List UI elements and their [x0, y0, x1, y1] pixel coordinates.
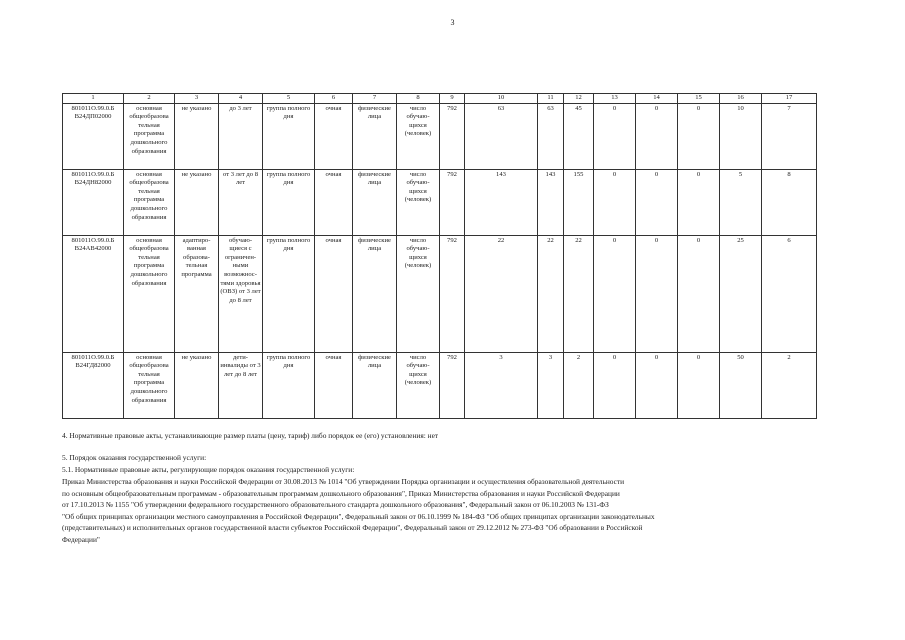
table-cell: 0 — [678, 103, 720, 169]
table-cell: число обучаю- щихся (человек) — [397, 103, 440, 169]
table-cell: 792 — [440, 103, 465, 169]
table-cell: 792 — [440, 169, 465, 235]
table-cell: 792 — [440, 352, 465, 418]
column-header: 12 — [564, 94, 594, 104]
table-cell: 5 — [720, 169, 762, 235]
table-cell: не указано — [175, 103, 219, 169]
column-header: 15 — [678, 94, 720, 104]
page-number: 3 — [450, 18, 455, 27]
column-header: 13 — [594, 94, 636, 104]
table-cell: 0 — [678, 352, 720, 418]
section-4-text: 4. Нормативные правовые акты, устанавливающие размер платы (цену, тариф) либо порядок ее (его) установления: нет — [62, 431, 439, 440]
table-cell: 155 — [564, 169, 594, 235]
table-cell: 0 — [594, 352, 636, 418]
table-cell: 0 — [594, 103, 636, 169]
column-header: 4 — [219, 94, 263, 104]
table-cell: основная общеобразова тельная программа дошкольного образования — [124, 235, 175, 352]
table-row — [63, 235, 817, 352]
section-5-1-line: (представительных) и исполнительных органов государственной власти субъектов Российской Федерации", Федеральный закон от 29.12.2012 № 273-ФЗ "Об образовании в Российской — [62, 523, 643, 533]
table-cell: не указано — [175, 169, 219, 235]
table-cell: 0 — [678, 235, 720, 352]
section-5-1-title: 5.1. Нормативные правовые акты, регулирующие порядок оказания государственной услуги: — [62, 465, 355, 474]
table-cell: адаптиро- ванная образова- тельная программа — [175, 235, 219, 352]
table-cell: 8 — [762, 169, 817, 235]
table-cell: 0 — [636, 352, 678, 418]
section-5-1-line: Приказ Министерства образования и науки Российской Федерации от 30.08.2013 № 1014 "Об утверждении Порядка организации и осуществления образовательной деятельности — [62, 477, 625, 486]
table-cell: 801011О.99.0.Б В24ГД82000 — [63, 352, 124, 418]
table-cell: очная — [315, 352, 353, 418]
table-cell: число обучаю- щихся (человек) — [397, 169, 440, 235]
table-cell: 2 — [564, 352, 594, 418]
table-header-row — [63, 94, 817, 104]
table-cell: 0 — [636, 235, 678, 352]
table-cell: группа полного дня — [263, 169, 315, 235]
column-header: 11 — [538, 94, 564, 104]
table-cell: 6 — [762, 235, 817, 352]
column-header: 17 — [762, 94, 817, 104]
table-cell: очная — [315, 169, 353, 235]
table-cell: 0 — [636, 103, 678, 169]
section-5-title: 5. Порядок оказания государственной услуги: — [62, 453, 207, 462]
service-volume-table — [62, 93, 817, 419]
table-cell: 0 — [594, 169, 636, 235]
table-cell: 3 — [538, 352, 564, 418]
table-cell: физические лица — [353, 235, 397, 352]
table-cell: физические лица — [353, 352, 397, 418]
table-cell: от 3 лет до 8 лет — [219, 169, 263, 235]
table-cell: обучаю- щиеся с ограничен- ными возможнос- тями здоровья (ОВЗ) от 3 лет до 8 лет — [219, 235, 263, 352]
table-cell: 63 — [465, 103, 538, 169]
table-cell: очная — [315, 235, 353, 352]
table-cell: 22 — [564, 235, 594, 352]
table-cell: основная общеобразова тельная программа дошкольного образования — [124, 103, 175, 169]
table-cell: 801011О.99.0.Б В24ДН82000 — [63, 169, 124, 235]
column-header: 3 — [175, 94, 219, 104]
column-header: 9 — [440, 94, 465, 104]
column-header: 1 — [63, 94, 124, 104]
table-row — [63, 352, 817, 418]
table-cell: число обучаю- щихся (человек) — [397, 352, 440, 418]
table-cell: физические лица — [353, 169, 397, 235]
table-cell: группа полного дня — [263, 103, 315, 169]
table-cell: физические лица — [353, 103, 397, 169]
table-cell: 0 — [594, 235, 636, 352]
table-cell: 45 — [564, 103, 594, 169]
table-cell: 792 — [440, 235, 465, 352]
table-cell: до 3 лет — [219, 103, 263, 169]
column-header: 7 — [353, 94, 397, 104]
table-cell: 7 — [762, 103, 817, 169]
section-5-1-line: от 17.10.2013 № 1155 "Об утверждении федерального государственного образовательного стандарта дошкольного образования", Федеральный закон от 06.10.2003 № 131-ФЗ — [62, 500, 609, 510]
table-cell: 143 — [538, 169, 564, 235]
table-cell: 63 — [538, 103, 564, 169]
table-cell: 3 — [465, 352, 538, 418]
column-header: 16 — [720, 94, 762, 104]
table-cell: 801011О.99.0.Б В24АВ42000 — [63, 235, 124, 352]
table-cell: не указано — [175, 352, 219, 418]
column-header: 8 — [397, 94, 440, 104]
section-5-1-line: "Об общих принципах организации местного самоуправления в Российской Федерации", Федеральный закон от 06.10.1999 № 184-ФЗ "Об общих принципах организации законодательных — [62, 511, 655, 521]
table-cell: основная общеобразова тельная программа дошкольного образования — [124, 169, 175, 235]
table-cell: очная — [315, 103, 353, 169]
table-cell: 0 — [678, 169, 720, 235]
table-cell: 22 — [465, 235, 538, 352]
section-5-1-line: Федерации" — [62, 535, 100, 544]
table-cell: 0 — [636, 169, 678, 235]
table-cell: 801011О.99.0.Б В24ДП02000 — [63, 103, 124, 169]
section-5-1-line: по основным общеобразовательным программам - образовательным программам дошкольного образования", Приказ Министерства образования и науки Российской Федерации — [62, 488, 620, 498]
column-header: 5 — [263, 94, 315, 104]
table-row — [63, 103, 817, 169]
column-header: 6 — [315, 94, 353, 104]
table-cell: 143 — [465, 169, 538, 235]
table-cell: 25 — [720, 235, 762, 352]
table-row — [63, 169, 817, 235]
table-cell: 10 — [720, 103, 762, 169]
table-cell: число обучаю- щихся (человек) — [397, 235, 440, 352]
table-cell: дети- инвалиды от 3 лет до 8 лет — [219, 352, 263, 418]
table-cell: группа полного дня — [263, 235, 315, 352]
table-cell: 50 — [720, 352, 762, 418]
table-cell: 2 — [762, 352, 817, 418]
table-cell: основная общеобразова тельная программа дошкольного образования — [124, 352, 175, 418]
column-header: 2 — [124, 94, 175, 104]
column-header: 14 — [636, 94, 678, 104]
table-cell: 22 — [538, 235, 564, 352]
column-header: 10 — [465, 94, 538, 104]
table-cell: группа полного дня — [263, 352, 315, 418]
